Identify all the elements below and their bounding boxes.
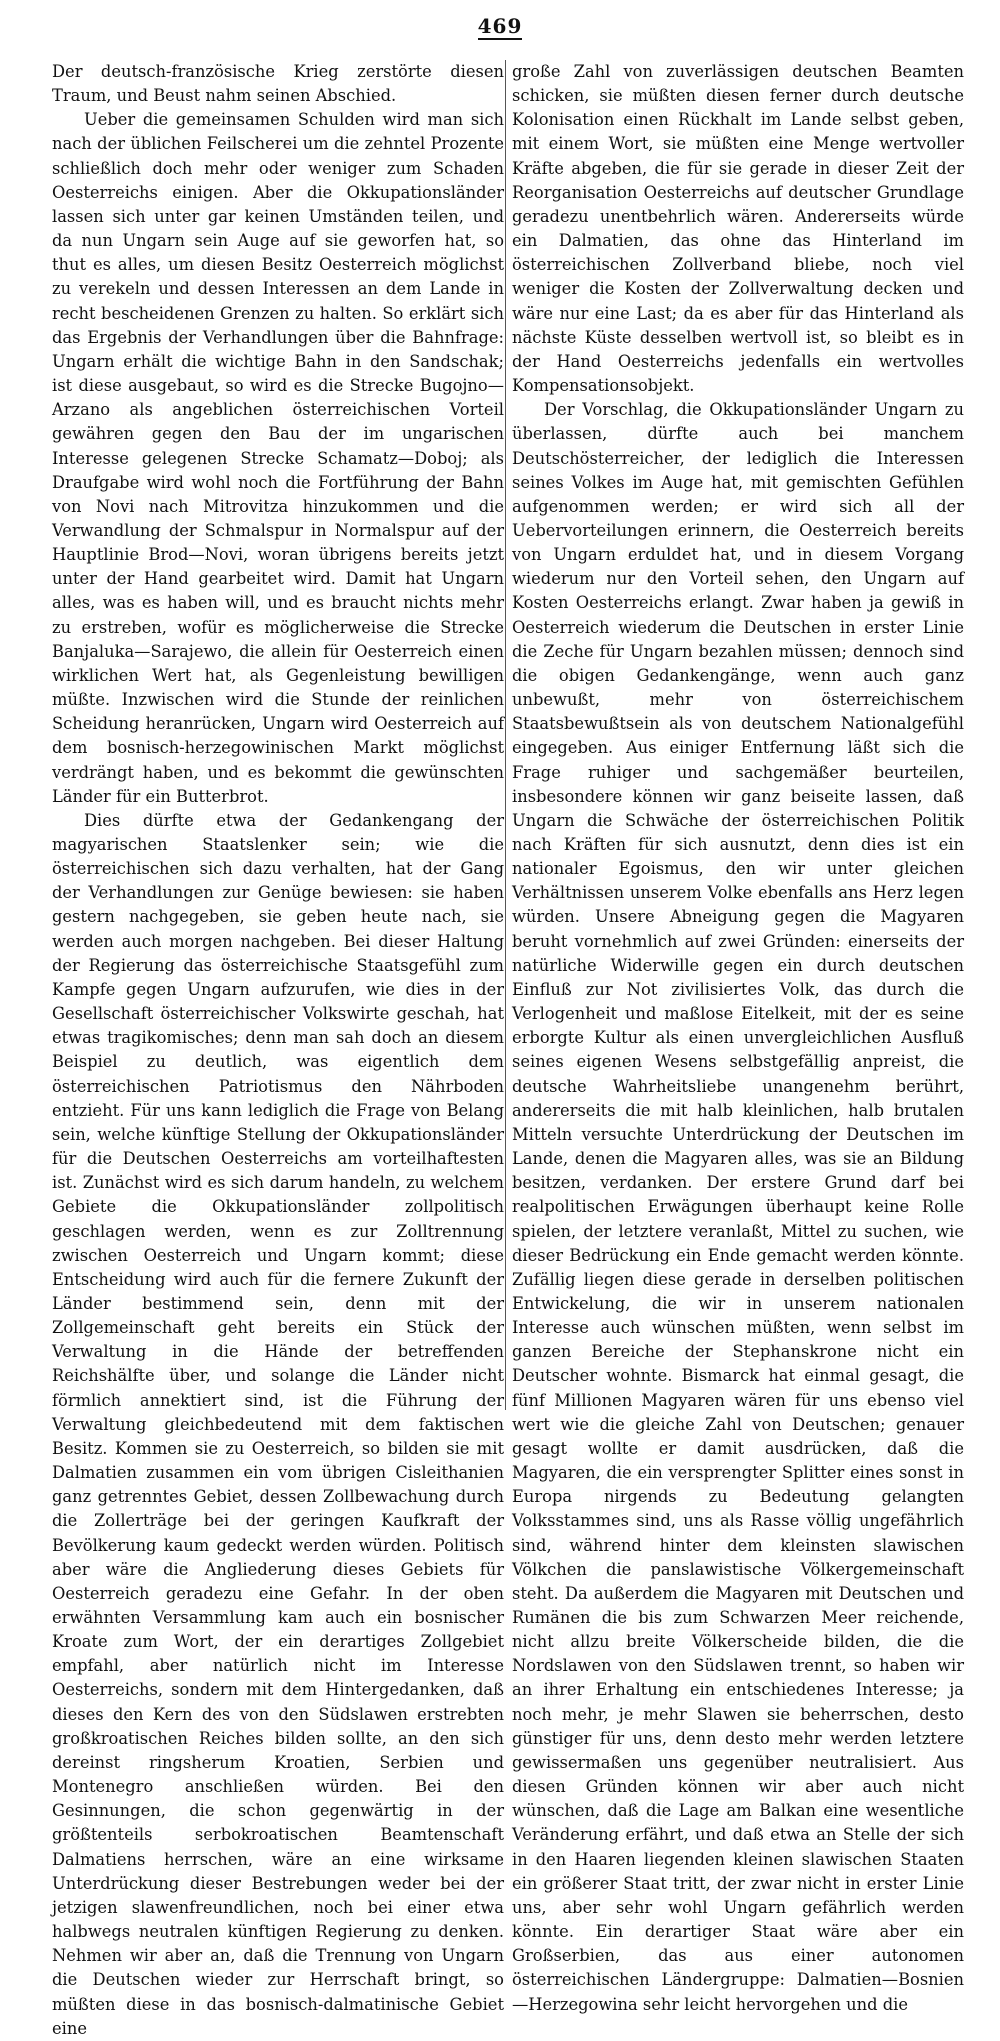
left-column <box>52 60 504 2038</box>
paragraph: Der deutsch-französische Krieg zerstörte diesen Traum, und Beust nahm seinen Abschied. <box>52 62 504 106</box>
right-column <box>512 60 964 2014</box>
column-divider <box>505 60 506 1410</box>
page-number: 469 <box>477 14 523 38</box>
paragraph: Der Vorschlag, die Okkupationsländer Ungarn zu überlassen, dürfte auch bei manchem Deutschösterreicher, der lediglich die Interessen seines Volkes im Auge hat, mit gemischten Gefühlen aufgenommen werden; er wird sich all der Uebervorteilungen erinnern, die Oesterreich bereits von Ungarn erduldet hat, und in diesem Vorgang wiederum nur den Vorteil sehen, den Ungarn auf Kosten Oesterreichs erlangt. Zwar haben ja gewiß in Oesterreich wiederum die Deutschen in erster Linie die Zeche für Ungarn bezahlen müssen; dennoch sind die obigen Gedankengänge, wenn auch ganz unbewußt, mehr von österreichischem Staatsbewußtsein als von deutschem Nationalgefühl eingegeben. Aus einiger Entfernung läßt sich die Frage ruhiger und sachgemäßer beurteilen, insbesondere können wir ganz beiseite lassen, daß Ungarn die Schwäche der österreichischen Politik nach Kräften für sich ausnutzt, denn dies ist ein nationaler Egoismus, den wir unter gleichen Verhältnissen unserem Volke ebenfalls ans Herz legen würden. Unsere Abneigung gegen die Magyaren beruht vornehmlich auf zwei Gründen: einerseits der natürliche Widerwille gegen ein durch deutschen Einfluß zur Not zivilisiertes Volk, das durch die Verlogenheit und maßlose Eitelkeit, mit der es seine erborgte Kultur als einen unvergleichlichen Ausfluß seines eigenen Wesens selbstgefällig anpreist, die deutsche Wahrheitsliebe unangenehm berührt, andererseits die mit halb kleinlichen, halb brutalen Mitteln versuchte Unterdrückung der Deutschen im Lande, denen die Magyaren alles, was sie an Bildung besitzen, verdanken. Der erstere Grund darf bei realpolitischen Erwägungen überhaupt keine Rolle spielen, der letztere veranlaßt, Mittel zu suchen, wie dieser Bedrückung ein Ende gemacht werden könnte. Zufällig liegen diese gerade in derselben politischen Entwickelung, die wir in unserem nationalen Interesse auch wünschen müßten, wenn selbst im ganzen Bereiche der Stephanskrone nicht ein Deutscher wohnte. Bismarck hat einmal gesagt, die fünf Millionen Magyaren wären für uns ebenso viel wert wie die gleiche Zahl von Deutschen; genauer gesagt wollte er damit ausdrücken, daß die Magyaren, die ein versprengter Splitter eines sonst in Europa nirgends zu Bedeutung gelangten Volksstammes sind, uns als Rasse völlig ungefährlich sind, während hinter dem kleinsten slawischen Völkchen die panslawistische Völkergemeinschaft steht. Da außerdem die Magyaren mit Deutschen und Rumänen die bis zum Schwarzen Meer reichende, nicht allzu breite Völkerscheide bilden, die die Nordslawen von den Südslawen trennt, so haben wir an ihrer Erhaltung ein entschiedenes Interesse; ja noch mehr, je mehr Slawen sie beherrschen, desto günstiger für uns, denn desto mehr werden letztere gewissermaßen uns gegenüber neutralisiert. Aus diesen Gründen können wir aber auch nicht wünschen, daß die Lage am Balkan eine wesentliche Veränderung erfährt, und daß etwa an Stelle der sich in den Haaren liegenden kleinen slawischen Staaten ein größerer Staat tritt, der zwar nicht in erster Linie uns, aber sehr wohl Ungarn gefährlich werden könnte. Ein derartiger Staat wäre aber ein Großserbien, das aus einer autonomen österreichischen Ländergruppe: Dalmatien—Bosnien—Herzegowina sehr leicht hervorgehen und die <box>512 400 964 2014</box>
paragraph: Ueber die gemeinsamen Schulden wird man sich nach der üblichen Feilscherei um die zehntel Prozente schließlich doch mehr oder weniger zum Schaden Oesterreichs einigen. Aber die Okkupationsländer lassen sich unter gar keinen Umständen teilen, und da nun Ungarn sein Auge auf sie geworfen hat, so thut es alles, um diesen Besitz Oesterreich möglichst zu verekeln und dessen Interessen an dem Lande in recht bescheidenen Grenzen zu halten. So erklärt sich das Ergebnis der Verhandlungen über die Bahnfrage: Ungarn erhält die wichtige Bahn in den Sandschak; ist diese ausgebaut, so wird es die Strecke Bugojno—Arzano als angeblichen österreichischen Vorteil gewähren gegen den Bau der im ungarischen Interesse gelegenen Strecke Schamatz—Doboj; als Draufgabe wird wohl noch die Fortführung der Bahn von Novi nach Mitrovitza hinzukommen und die Verwandlung der Schmalspur in Normalspur auf der Hauptlinie Brod—Novi, woran übrigens bereits jetzt unter der Hand gearbeitet wird. Damit hat Ungarn alles, was es haben will, und es braucht nichts mehr zu erstreben, wofür es möglicherweise die Strecke Banjaluka—Sarajewo, die allein für Oesterreich einen wirklichen Wert hat, als Gegenleistung bewilligen müßte. Inzwischen wird die Stunde der reinlichen Scheidung heranrücken, Ungarn wird Oesterreich auf dem bosnisch-herzegowinischen Markt möglichst verdrängt haben, und es bekommt die gewünschten Länder für ein Butterbrot. <box>52 110 504 806</box>
paragraph: große Zahl von zuverlässigen deutschen Beamten schicken, sie müßten diesen ferner durch deutsche Kolonisation einen Rückhalt im Lande selbst geben, mit einem Wort, sie müßten eine Menge wertvoller Kräfte abgeben, die für sie gerade in dieser Zeit der Reorganisation Oesterreichs auf deutscher Grundlage geradezu unentbehrlich wären. Andererseits würde ein Dalmatien, das ohne das Hinterland im österreichischen Zollverband bliebe, noch viel weniger die Kosten der Zollverwaltung decken und wäre nur eine Last; da es aber für das Hinterland als nächste Küste desselben wertvoll ist, so bleibt es in der Hand Oesterreichs jedenfalls ein wertvolles Kompensationsobjekt. <box>512 62 964 396</box>
paragraph: Dies dürfte etwa der Gedankengang der magyarischen Staatslenker sein; wie die österreichischen sich dazu verhalten, hat der Gang der Verhandlungen zur Genüge bewiesen: sie haben gestern nachgegeben, sie geben heute nach, sie werden auch morgen nachgeben. Bei dieser Haltung der Regierung das österreichische Staatsgefühl zum Kampfe gegen Ungarn aufzurufen, wie dies in der Gesellschaft österreichischer Volkswirte geschah, hat etwas tragikomisches; denn man sah doch an diesem Beispiel zu deutlich, was eigentlich dem österreichischen Patriotismus den Nährboden entzieht. Für uns kann lediglich die Frage von Belang sein, welche künftige Stellung der Okkupationsländer für die Deutschen Oesterreichs am vorteilhaftesten ist. Zunächst wird es sich darum handeln, zu welchem Gebiete die Okkupationsländer zollpolitisch geschlagen werden, wenn es zur Zolltrennung zwischen Oesterreich und Ungarn kommt; diese Entscheidung wird auch für die fernere Zukunft der Länder bestimmend sein, denn mit der Zollgemeinschaft geht bereits ein Stück der Verwaltung in die Hände der betreffenden Reichshälfte über, und solange die Länder nicht förmlich annektiert sind, ist die Führung der Verwaltung gleichbedeutend mit dem faktischen Besitz. Kommen sie zu Oesterreich, so bilden sie mit Dalmatien zusammen ein vom übrigen Cisleithanien ganz getrenntes Gebiet, dessen Zollbewachung durch die Zollerträge bei der geringen Kaufkraft der Bevölkerung kaum gedeckt werden würden. Politisch aber wäre die Angliederung dieses Gebiets für Oesterreich geradezu eine Gefahr. In der oben erwähnten Versammlung kam auch ein bosnischer Kroate zum Wort, der ein derartiges Zollgebiet empfahl, aber natürlich nicht im Interesse Oesterreichs, sondern mit dem Hintergedanken, daß dieses den Kern des von den Südslawen erstrebten großkroatischen Reiches bilden sollte, an den sich dereinst ringsherum Kroatien, Serbien und Montenegro anschließen würden. Bei den Gesinnungen, die schon gegenwärtig in der größtenteils serbokroatischen Beamtenschaft Dalmatiens herrschen, wäre an eine wirksame Unterdrückung dieser Bestrebungen weder bei der jetzigen slawenfreundlichen, noch bei einer etwa halbwegs neutralen künftigen Regierung zu denken. Nehmen wir aber an, daß die Trennung von Ungarn die Deutschen wieder zur Herrschaft bringt, so müßten diese in das bosnisch-dalmatinische Gebiet eine <box>52 810 504 2038</box>
